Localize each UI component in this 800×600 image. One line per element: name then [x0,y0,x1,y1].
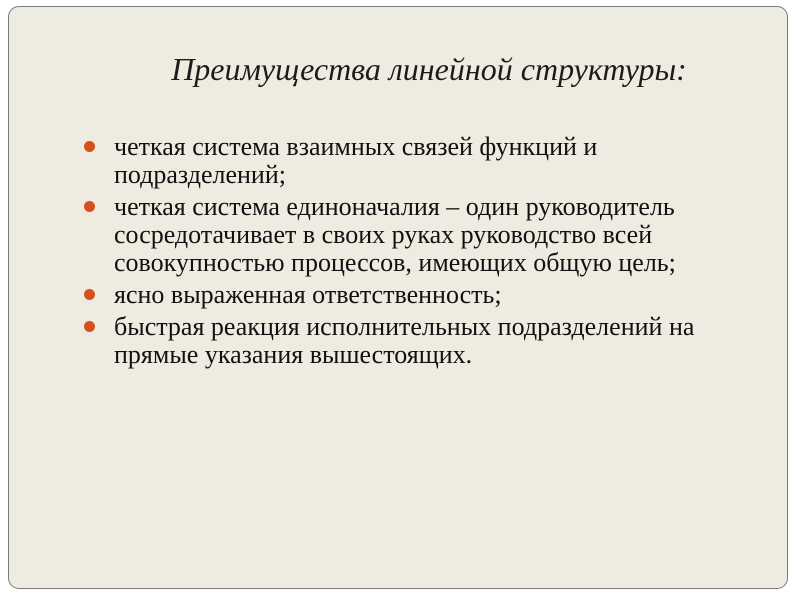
bullet-dot-icon [84,321,95,332]
bullet-list [84,133,724,373]
bullet-text: быстрая реакция исполнительных подразделений на прямые указания вышестоящих. [114,312,695,369]
slide-title: Преимущества линейной структуры: [171,51,687,87]
bullet-dot-icon [84,141,95,152]
bullet-dot-icon [84,289,95,300]
bullet-item [84,313,724,369]
bullet-text: четкая система взаимных связей функций и подразделений; [114,132,598,189]
bullet-item [84,193,724,277]
slide [8,6,788,589]
bullet-item [84,281,724,309]
bullet-text: ясно выраженная ответственность; [114,280,502,309]
bullet-dot-icon [84,201,95,212]
bullet-item [84,133,724,189]
bullet-text: четкая система единоначалия – один руководитель сосредотачивает в своих руках руководство всей совокупностью процессов, имеющих общую цель; [114,192,676,277]
